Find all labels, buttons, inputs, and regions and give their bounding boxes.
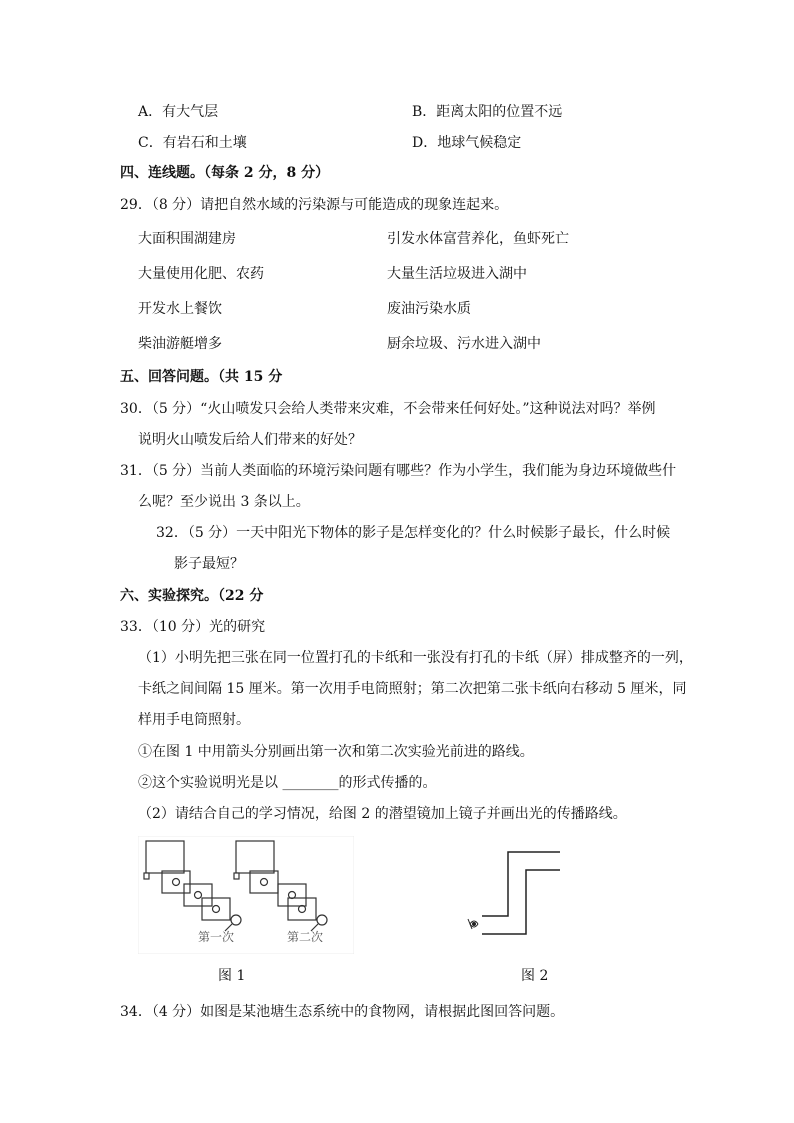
figure-2-caption: 图 2 — [521, 968, 549, 984]
question-33-part2: （2）请结合自己的学习情况，给图 2 的潜望镜加上镜子并画出光的传播路线。 — [138, 806, 627, 822]
figure-2-periscope — [460, 840, 580, 944]
card-first-3 — [202, 898, 230, 920]
card-first-1 — [162, 871, 190, 893]
periscope-outer-wall — [482, 852, 560, 916]
question-33-part1-line2: 卡纸之间间隔 15 厘米。第一次用手电筒照射；第二次把第二张卡纸向右移动 5 厘米，同 — [138, 681, 687, 697]
periscope-inner-wall — [482, 870, 560, 934]
card-first-2 — [184, 884, 212, 906]
question-32-line2: 影子最短？ — [174, 556, 244, 572]
matching-left-item: 柴油游艇增多 — [138, 336, 222, 352]
option-d: D．地球气候稳定 — [412, 135, 522, 151]
question-33-item2: ②这个实验说明光是以 ________的形式传播的。 — [138, 775, 437, 791]
eye-icon — [468, 919, 478, 929]
section-6-title: 六、实验探究。（22 分 — [120, 588, 264, 604]
matching-right-item: 大量生活垃圾进入湖中 — [387, 266, 527, 282]
question-30-line2: 说明火山喷发后给人们带来的好处？ — [138, 432, 362, 448]
flashlight-icon — [231, 915, 241, 925]
screen-card-second — [236, 841, 274, 873]
question-33-title: 33．（10 分）光的研究 — [120, 619, 266, 635]
flashlight-icon — [317, 915, 327, 925]
question-30-line1: 30．（5 分）“火山喷发只会给人类带来灾难，不会带来任何好处。”这种说法对吗？举例 — [120, 401, 656, 417]
matching-right-item: 引发水体富营养化，鱼虾死亡 — [387, 231, 569, 247]
card-second-1 — [250, 871, 278, 893]
question-29-stem: 29．（8 分）请把自然水域的污染源与可能造成的现象连起来。 — [120, 197, 509, 213]
matching-left-item: 大量使用化肥、农药 — [138, 266, 264, 282]
figure-1-label-first: 第一次 — [198, 930, 235, 944]
question-31-line2: 么呢？至少说出 3 条以上。 — [138, 494, 310, 510]
card-second-2 — [278, 884, 306, 906]
matching-left-item: 大面积围湖建房 — [138, 231, 236, 247]
question-34: 34．（4 分）如图是某池塘生态系统中的食物网，请根据此图回答问题。 — [120, 1004, 565, 1020]
figure-1-caption: 图 1 — [218, 968, 246, 984]
option-b: B．距离太阳的位置不远 — [412, 104, 563, 120]
question-32-line1: 32．（5 分）一天中阳光下物体的影子是怎样变化的？什么时候影子最长，什么时候 — [156, 525, 671, 541]
figure-1-label-second: 第二次 — [287, 930, 324, 944]
screen-card-first — [146, 841, 184, 873]
question-33-item1: ①在图 1 中用箭头分别画出第一次和第二次实验光前进的路线。 — [138, 744, 534, 760]
question-31-line1: 31．（5 分）当前人类面临的环境污染问题有哪些？作为小学生，我们能为身边环境做些什 — [120, 463, 677, 479]
section-5-title: 五、回答问题。（共 15 分 — [120, 369, 283, 385]
matching-right-item: 厨余垃圾、污水进入湖中 — [387, 336, 541, 352]
section-4-title: 四、连线题。（每条 2 分，8 分） — [120, 165, 330, 181]
question-33-part1-line1: （1）小明先把三张在同一位置打孔的卡纸和一张没有打孔的卡纸（屏）排成整齐的一列， — [138, 650, 693, 666]
matching-left-item: 开发水上餐饮 — [138, 301, 222, 317]
option-c: C．有岩石和土壤 — [138, 135, 247, 151]
option-a: A．有大气层 — [138, 104, 219, 120]
card-second-3 — [288, 898, 316, 920]
question-33-part1-line3: 样用手电筒照射。 — [138, 712, 250, 728]
matching-right-item: 废油污染水质 — [387, 301, 471, 317]
